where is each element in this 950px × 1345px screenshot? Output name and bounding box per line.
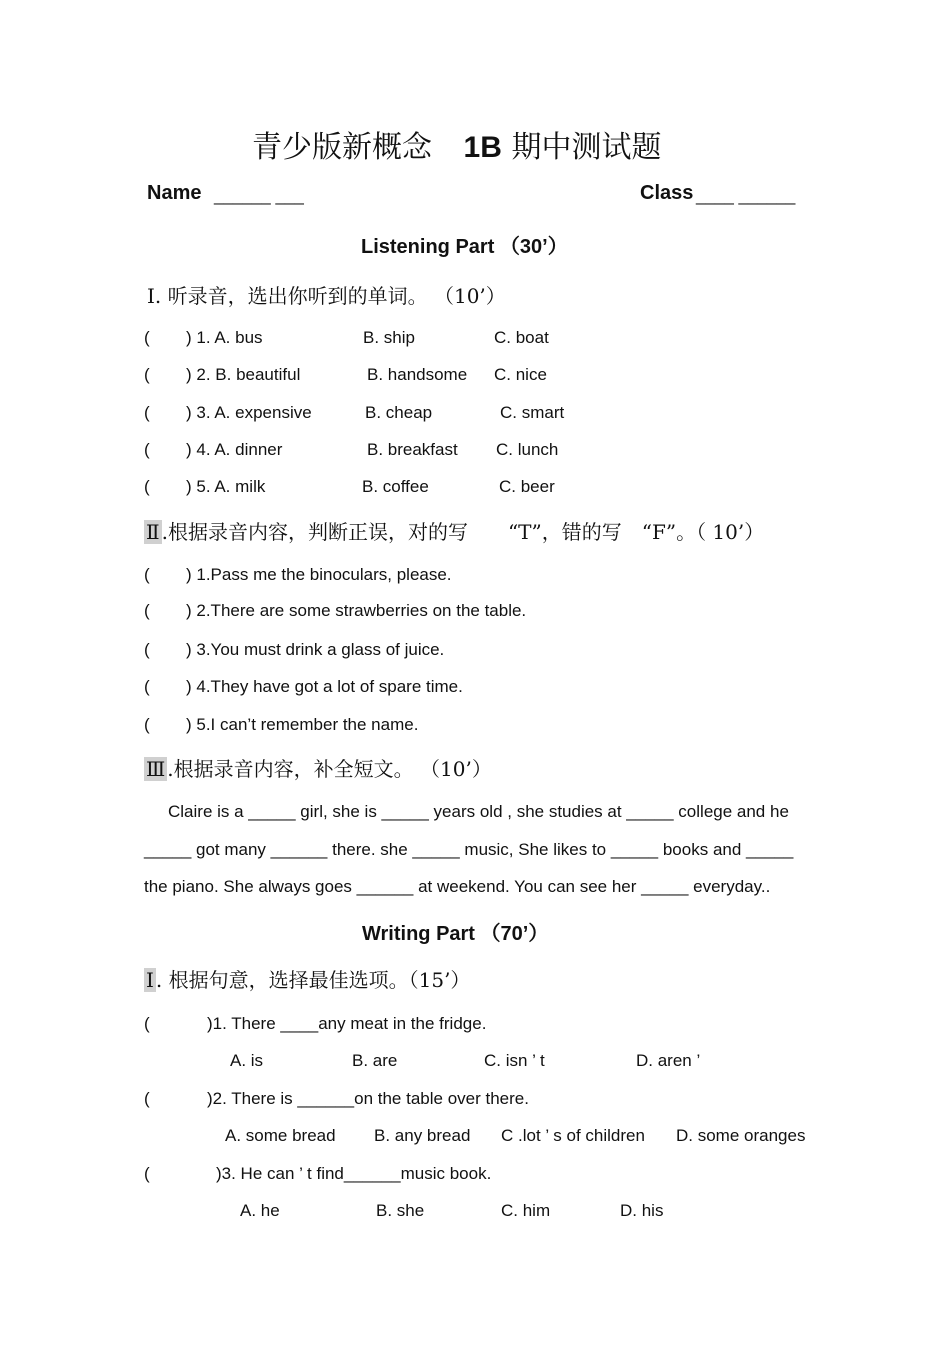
question-text: ) 3. A. expensive xyxy=(186,403,312,422)
roman-numeral: Ⅱ xyxy=(146,520,160,544)
option-b: B. she xyxy=(376,1201,425,1220)
option-a: A. is xyxy=(230,1051,264,1070)
listening-section-3-heading xyxy=(144,753,492,782)
list-item: ( xyxy=(144,328,150,347)
listening-section-1-heading xyxy=(147,280,506,309)
option-c: C. boat xyxy=(494,328,549,347)
list-item: ( xyxy=(144,565,150,584)
list-item: ( xyxy=(144,477,150,496)
option-d: D. aren ’ xyxy=(636,1051,701,1070)
statement-text: ) 2.There are some strawberries on the table. xyxy=(186,601,527,620)
statement-text: ) 3.You must drink a glass of juice. xyxy=(186,640,445,659)
question-text: ) 5. A. milk xyxy=(186,477,266,496)
title-cn2: 期中测试题 xyxy=(511,130,662,165)
class-label: Class xyxy=(640,182,694,204)
passage-line: _____ got many ______ there. she _____ music, She likes to _____ books and _____ xyxy=(144,840,794,859)
statement-text: ) 5.I can’t remember the name. xyxy=(186,715,419,734)
option-c: C .lot ’ s of children xyxy=(501,1126,645,1145)
question-stem: )1. There ____any meat in the fridge. xyxy=(207,1014,487,1033)
roman-numeral: Ⅲ xyxy=(146,757,166,781)
statement-text: ) 1.Pass me the binoculars, please. xyxy=(186,565,452,584)
name-label: Name xyxy=(147,182,202,204)
option-c: C. nice xyxy=(494,365,547,384)
option-b: B. handsome xyxy=(367,365,468,384)
section-instruction: . 听录音，选出你听到的单词。 （10’） xyxy=(154,284,506,308)
list-item: ( xyxy=(144,601,150,620)
list-item: ( xyxy=(144,640,150,659)
option-b: B. are xyxy=(352,1051,398,1070)
list-item: ( xyxy=(144,440,150,459)
list-item: ( xyxy=(144,715,150,734)
option-c: C. beer xyxy=(499,477,555,496)
option-c: C. isn ’ t xyxy=(484,1051,545,1070)
option-d: D. some oranges xyxy=(676,1126,806,1145)
section-instruction: .根据录音内容，补全短文。 （10’） xyxy=(167,757,492,781)
writing-section-1-heading xyxy=(144,964,470,993)
option-c: C. smart xyxy=(500,403,565,422)
question-stem: )3. He can ’ t find______music book. xyxy=(216,1164,492,1183)
roman-numeral: Ⅰ xyxy=(147,284,155,308)
option-b: B. breakfast xyxy=(367,440,458,459)
option-a: A. he xyxy=(240,1201,280,1220)
option-c: C. him xyxy=(501,1201,551,1220)
name-blank: ______ ___ xyxy=(214,186,304,205)
question-text: ) 4. A. dinner xyxy=(186,440,283,459)
list-item: ( xyxy=(144,1014,150,1033)
option-c: C. lunch xyxy=(496,440,559,459)
list-item: ( xyxy=(144,365,150,384)
option-b: B. cheap xyxy=(365,403,433,422)
section-instruction: .根据录音内容，判断正误，对的写 “T”，错的写 “F”。（ 10’） xyxy=(161,520,765,544)
writing-title: Writing Part （70’） xyxy=(362,923,549,945)
option-b: B. any bread xyxy=(374,1126,471,1145)
list-item: ( xyxy=(144,677,150,696)
statement-text: ) 4.They have got a lot of spare time. xyxy=(186,677,463,696)
option-d: D. his xyxy=(620,1201,664,1220)
option-a: A. some bread xyxy=(225,1126,336,1145)
option-b: B. ship xyxy=(363,328,415,347)
passage-line: Claire is a _____ girl, she is _____ years old , she studies at _____ college and he xyxy=(168,802,789,821)
class-blank: ____ ______ xyxy=(696,186,796,205)
question-text: ) 1. A. bus xyxy=(186,328,263,347)
roman-numeral: Ⅰ xyxy=(146,968,154,992)
section-instruction: . 根据句意，选择最佳选项。（15’） xyxy=(155,968,471,992)
option-b: B. coffee xyxy=(362,477,429,496)
list-item: ( xyxy=(144,1089,150,1108)
list-item: ( xyxy=(144,1164,150,1183)
question-stem: )2. There is ______on the table over there. xyxy=(207,1089,529,1108)
page-title xyxy=(252,122,661,166)
listening-section-2-heading xyxy=(144,516,764,545)
question-text: ) 2. B. beautiful xyxy=(186,365,301,384)
title-en: 1B xyxy=(463,131,502,164)
title-cn1: 青少版新概念 xyxy=(252,130,432,165)
list-item: ( xyxy=(144,403,150,422)
listening-title: Listening Part （30’） xyxy=(361,236,568,258)
passage-line: the piano. She always goes ______ at weekend. You can see her _____ everyday.. xyxy=(144,877,771,896)
